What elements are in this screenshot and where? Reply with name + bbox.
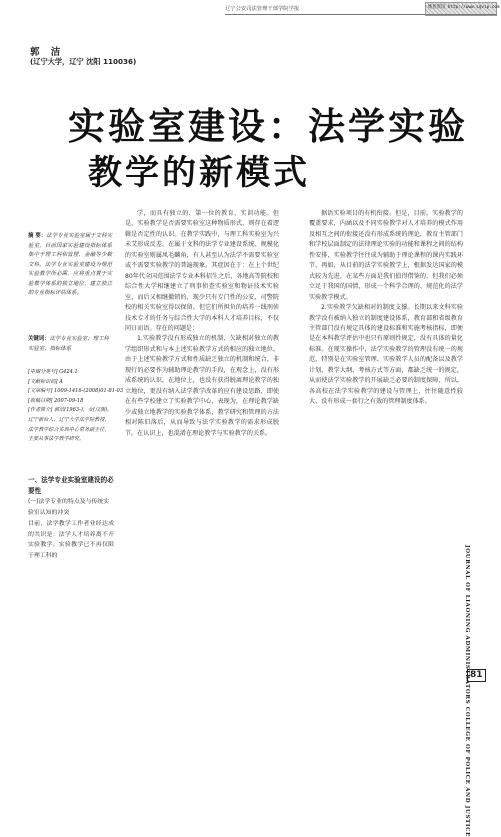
author-affiliation: (辽宁大学，辽宁 沈阳 110036) [30,57,137,66]
keywords-label: 关键词： [28,336,50,342]
abstract-text: 法学专业实验室属于文科实验室，目前国家实验建设指标体系集中于理工科和管理、金融等少数文科。法学专业实验室建设为规范实验教学所必需，应将重点置于实验教学体系的独立地位、建立独立的专业指标评估体系。 [28,233,112,296]
author-bio: [作者简介] 郭洁(1963-)，女(汉族)，辽宁新台人，辽宁大学法学院教授，法学教学综合实训中心常务副主任，主要从事法学教学研究。 [28,407,113,443]
body-paragraph: 学，而具有独立的、第一位的教育、实训功能。但是，实验教学是否需要实验室这种物质形式，则存在着逻辑是否定性的认识。在教学实践中，与理工科实验室为兴未艾形成反差，在属于文科的法学专业建设系统、规模化的实验室则属凤毛麟角，有人甚至认为法学不需要实验室或不需要实验教学的普遍现象。其症因在于：在上个世纪80年代全国范围法学专业本科招生之后，各地高等院校和综合性大学相继建立了刑事侦查实验室和物证技术实验室，而后又相继撤销的，现少只有专门性的公安、司警院校的相关实验室得以保留。但它们所担负的培养一线刑侦技术专才的任务与综合性大学的本科人才培养目标，不仅同日而语。存在的问题是： [125,210,279,332]
header-rule [225,14,497,15]
body-paragraph: 据语实验项目的有机衔接。但是，目前，实验教学的覆盖要求，内涵以及不同实验教学对人才培养的模式作用及相互之间的衔接还没有形成系统的理论，教育主管部门和学校层面制定的法律理论实验的功能和课程之间的结构性安排，实验教学往往成为辅助于理论课程的课内实践环节，再如，从目前的法学实验教学上，根据发达国家的模式较为先进，在某些方面是我们值得借鉴的，但我们必须立足于我国的国情，形成一个科学合理的、规范化的法学实验教学模式。 [309,210,463,301]
article-title-line1: 实验室建设：法学实验 [68,105,468,148]
keywords-text: 法学专业实验室；理工科实验室；指标体系 [28,336,109,352]
watermark-url: 维普资讯 http://www.cqvip.com [428,5,500,10]
abstract-label: 摘 要： [28,233,47,239]
page-number: 81 [467,669,486,682]
section-heading: 一、法学专业实验室建设的必要性 [28,476,114,495]
clc-number: [中图分类号] G424.1 [28,369,78,375]
keywords [28,335,112,354]
subsection-heading: (一)法学专业的特点及与传统实验室认知的冲突 [28,499,110,516]
journal-name-vertical: JOURNAL OF LIAONING ADMINISTRATORS COLLEGE OF POLICE AND JUSTICE [464,545,470,837]
body-paragraph: 2.实验教学欠缺相对的制度支撑。长期以来文科实验教学没有被纳入独立的制度建设体系，教育部和省级教育主管部门没有规定具体的建设标准和实施考核指标，即便是在本科教学评估中也只有原则性规定，没有具体的量化标准。在现实操作中，法学实验教学的管理没有统一的规范，特别是在实验室管理、实验教学人员的配备以及教学计划、教学大纲、考核方式等方面，都缺乏统一的规定，从而使法学实验教学的开展缺乏必要的制度保障，所以，各高校在法学实验教学的建设与管理上，往往随意性较大，没有形成一套行之有效的管理制度体系。 [309,304,463,406]
author-name: 郭 洁 [30,47,65,58]
body-column-left [125,209,279,439]
article-title-line2: 教学的新模式 [88,153,310,193]
received-date: [收稿日期] 2007-09-18 [28,397,84,404]
abstract [28,232,112,299]
section-body-start: 目前，法学教学工作者业经达成的共识是：法学人才培养离不开实验教学。实验教学已不再仅限于理工科的 [28,521,114,559]
body-column-right [309,209,463,408]
running-head: 辽宁公安司法管理干部学院学报 [225,6,300,12]
article-metadata [28,368,124,445]
body-paragraph: 1.实验教学没有形成独立的机制，欠缺相对独立的教学组织形式和与本上述实验教学方式的相应的独立地位。由于上述实验教学方式和性质缺乏独立的机制和统合，非现行的必要作为辅助理论教学的手段，在观念上，没有形成系统的认识。在地位上，也没有获得脱离理论教学的独立地位，更没有纳入法学教学改革的应有建设思路，即使在有些学校建立了实验教学中心，表现为，在理论教学缺少或独立地教学的实验教学体系，教学研究和管理的方法相对陈旧落后，从而导致与法学实验教学的需求形成脱节。在认识上，也混淆在理论教学与实验教学的关系。 [125,335,279,437]
article-id: [文章编号] 1009-1416-(2008)01-81-03 [28,388,124,395]
document-code: [文献标识码] A [28,378,63,385]
